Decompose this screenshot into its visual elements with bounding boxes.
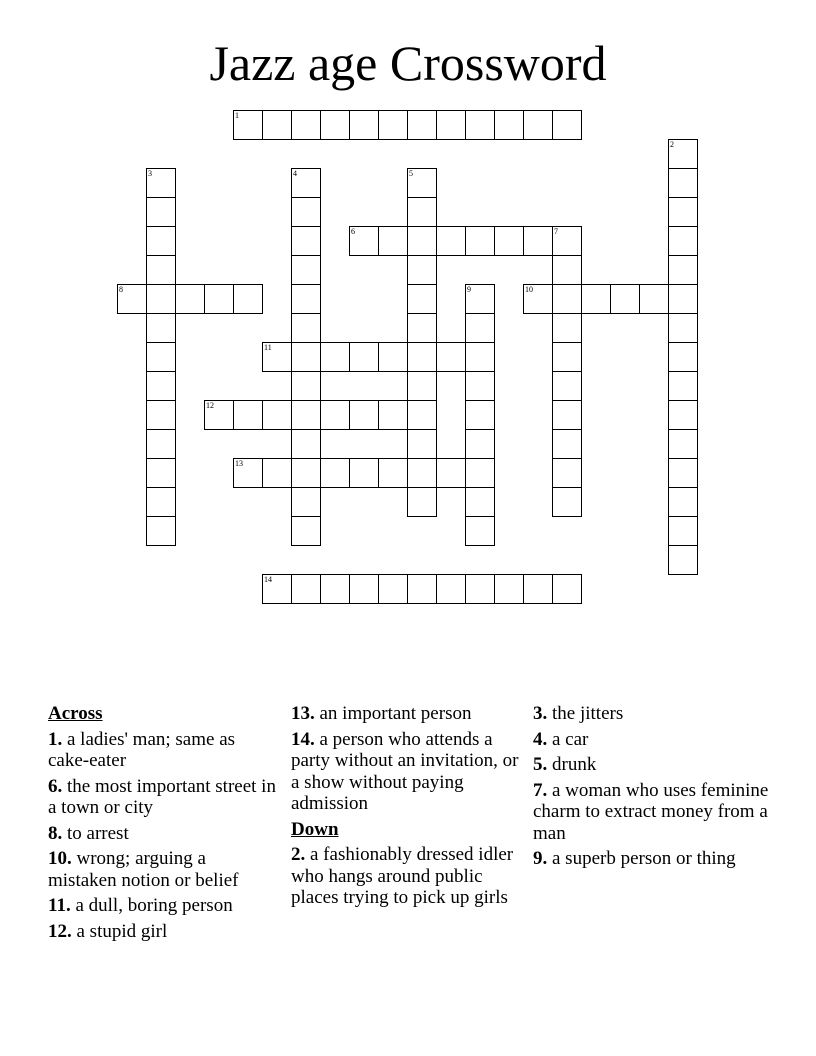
- grid-cell[interactable]: [552, 574, 582, 604]
- grid-cell[interactable]: [349, 400, 379, 430]
- grid-cell[interactable]: [407, 458, 437, 488]
- clue-item-number: 11.: [48, 895, 71, 916]
- grid-cell[interactable]: [668, 371, 698, 401]
- grid-cell[interactable]: [436, 342, 466, 372]
- clue-item-text: a stupid girl: [71, 920, 168, 942]
- grid-cell[interactable]: [407, 487, 437, 517]
- clue-item-text: a dull, boring person: [70, 895, 233, 916]
- grid-cell[interactable]: [552, 342, 582, 372]
- grid-cell[interactable]: [320, 342, 350, 372]
- grid-cell[interactable]: [494, 226, 524, 256]
- clue-item: [48, 776, 276, 819]
- clue-item: [291, 703, 523, 725]
- grid-cell[interactable]: [668, 516, 698, 546]
- grid-cell[interactable]: [436, 574, 466, 604]
- grid-cell[interactable]: [407, 400, 437, 430]
- clue-item: [48, 895, 276, 917]
- grid-cell[interactable]: [146, 371, 176, 401]
- grid-cell[interactable]: [668, 197, 698, 227]
- grid-cell[interactable]: [291, 255, 321, 285]
- clue-number: 10: [525, 285, 533, 294]
- grid-cell[interactable]: [465, 226, 495, 256]
- clue-number: 4: [293, 169, 297, 178]
- clue-item-text: the jitters: [547, 703, 624, 724]
- grid-cell[interactable]: [378, 458, 408, 488]
- clue-number: 11: [264, 343, 272, 352]
- grid-cell[interactable]: [291, 429, 321, 459]
- grid-cell[interactable]: [552, 429, 582, 459]
- grid-cell[interactable]: [233, 284, 263, 314]
- page-title: Jazz age Crossword: [209, 35, 607, 91]
- clue-item: [533, 703, 773, 725]
- grid-cell[interactable]: [465, 371, 495, 401]
- grid-cell[interactable]: [233, 400, 263, 430]
- clue-item-text: drunk: [547, 754, 597, 775]
- grid-cell[interactable]: [262, 342, 292, 372]
- grid-cell[interactable]: [407, 284, 437, 314]
- grid-cell[interactable]: [407, 226, 437, 256]
- clue-item-number: 13.: [291, 703, 315, 724]
- clue-item-text: wrong; arguing a mistaken notion or belief: [48, 848, 239, 891]
- grid-cell[interactable]: [146, 313, 176, 343]
- grid-cell[interactable]: [262, 574, 292, 604]
- grid-cell[interactable]: [262, 110, 292, 140]
- clue-item-text: a fashionably dressed idler who hangs around public places trying to pick up girls: [291, 844, 514, 908]
- grid-cell[interactable]: [668, 429, 698, 459]
- grid-cell[interactable]: [668, 545, 698, 575]
- grid-cell[interactable]: [552, 313, 582, 343]
- grid-cell[interactable]: [233, 458, 263, 488]
- grid-cell[interactable]: [407, 110, 437, 140]
- grid-cell[interactable]: [668, 139, 698, 169]
- grid-cell[interactable]: [291, 197, 321, 227]
- grid-cell[interactable]: [291, 487, 321, 517]
- clue-number: 13: [235, 459, 243, 468]
- grid-cell[interactable]: [291, 284, 321, 314]
- clue-item-number: 12.: [48, 920, 72, 942]
- grid-cell[interactable]: [349, 574, 379, 604]
- grid-cell[interactable]: [523, 284, 553, 314]
- clue-item-text: a ladies' man; same as cake-eater: [48, 728, 236, 771]
- clue-number: 9: [467, 285, 471, 294]
- grid-cell[interactable]: [291, 313, 321, 343]
- grid-cell[interactable]: [436, 110, 466, 140]
- grid-cell[interactable]: [146, 226, 176, 256]
- grid-cell[interactable]: [465, 429, 495, 459]
- grid-cell[interactable]: [668, 342, 698, 372]
- grid-cell[interactable]: [639, 284, 669, 314]
- clue-item: [48, 823, 276, 845]
- clue-item: [48, 921, 276, 943]
- grid-cell[interactable]: [146, 284, 176, 314]
- clue-item-text: the most important street in a town or city: [48, 775, 276, 818]
- clue-item: [533, 754, 773, 776]
- grid-cell[interactable]: [465, 400, 495, 430]
- grid-cell[interactable]: [407, 255, 437, 285]
- grid-cell[interactable]: [291, 400, 321, 430]
- grid-cell[interactable]: [465, 313, 495, 343]
- grid-cell[interactable]: [262, 458, 292, 488]
- clue-item-number: 1.: [48, 728, 63, 750]
- clue-item-number: 6.: [48, 775, 63, 797]
- clue-item: [48, 848, 276, 891]
- clue-item-number: 3.: [533, 703, 548, 724]
- clue-number: 5: [409, 169, 413, 178]
- clue-item-text: an important person: [314, 703, 472, 724]
- clue-number: 1: [235, 111, 239, 120]
- clue-item-number: 9.: [533, 848, 548, 869]
- grid-cell[interactable]: [610, 284, 640, 314]
- grid-cell[interactable]: [349, 110, 379, 140]
- grid-cell[interactable]: [320, 458, 350, 488]
- clue-item-text: a person who attends a party without an invitation, or a show without paying admission: [291, 728, 519, 814]
- clues-column-1: [48, 703, 276, 946]
- clue-number: 3: [148, 169, 152, 178]
- grid-cell[interactable]: [291, 110, 321, 140]
- grid-cell[interactable]: [465, 516, 495, 546]
- clue-item-text: a car: [547, 728, 589, 750]
- clue-item: [533, 780, 773, 845]
- clue-number: 6: [351, 227, 355, 236]
- grid-cell[interactable]: [407, 574, 437, 604]
- grid-cell[interactable]: [291, 516, 321, 546]
- clue-item: [291, 729, 523, 815]
- grid-cell[interactable]: [204, 284, 234, 314]
- grid-cell[interactable]: [523, 226, 553, 256]
- grid-cell[interactable]: [552, 400, 582, 430]
- grid-cell[interactable]: [117, 284, 147, 314]
- grid-cell[interactable]: [523, 110, 553, 140]
- clue-item-number: 7.: [533, 779, 548, 801]
- grid-cell[interactable]: [436, 458, 466, 488]
- clues-column-3: [533, 703, 773, 874]
- clue-item-text: a woman who uses feminine charm to extract money from a man: [533, 779, 769, 844]
- grid-cell[interactable]: [552, 255, 582, 285]
- grid-cell[interactable]: [291, 168, 321, 198]
- clue-item-text: a superb person or thing: [547, 848, 736, 869]
- grid-cell[interactable]: [668, 487, 698, 517]
- grid-cell[interactable]: [146, 342, 176, 372]
- grid-cell[interactable]: [291, 458, 321, 488]
- clue-number: 8: [119, 285, 123, 294]
- grid-cell[interactable]: [204, 400, 234, 430]
- grid-cell[interactable]: [291, 574, 321, 604]
- grid-cell[interactable]: [146, 197, 176, 227]
- grid-cell[interactable]: [552, 110, 582, 140]
- grid-cell[interactable]: [465, 110, 495, 140]
- grid-cell[interactable]: [146, 255, 176, 285]
- clue-item: [291, 844, 523, 909]
- grid-cell[interactable]: [378, 400, 408, 430]
- grid-cell[interactable]: [523, 574, 553, 604]
- clue-item-number: 10.: [48, 848, 72, 869]
- grid-cell[interactable]: [378, 226, 408, 256]
- grid-cell[interactable]: [552, 371, 582, 401]
- grid-cell[interactable]: [668, 400, 698, 430]
- clues-column-2: [291, 703, 523, 913]
- grid-cell[interactable]: [668, 168, 698, 198]
- grid-cell[interactable]: [407, 197, 437, 227]
- grid-cell[interactable]: [291, 342, 321, 372]
- clue-heading: Across: [48, 703, 103, 724]
- grid-cell[interactable]: [407, 342, 437, 372]
- grid-cell[interactable]: [407, 168, 437, 198]
- grid-cell[interactable]: [668, 226, 698, 256]
- grid-cell[interactable]: [146, 458, 176, 488]
- clue-item-text: to arrest: [62, 822, 129, 844]
- grid-cell[interactable]: [146, 168, 176, 198]
- grid-cell[interactable]: [465, 574, 495, 604]
- grid-cell[interactable]: [465, 342, 495, 372]
- grid-cell[interactable]: [349, 342, 379, 372]
- grid-cell[interactable]: [146, 487, 176, 517]
- grid-cell[interactable]: [465, 458, 495, 488]
- grid-cell[interactable]: [436, 226, 466, 256]
- grid-cell[interactable]: [552, 226, 582, 256]
- grid-cell[interactable]: [262, 400, 292, 430]
- clue-item-number: 5.: [533, 754, 548, 775]
- grid-cell[interactable]: [291, 226, 321, 256]
- clue-item: [533, 848, 773, 870]
- grid-cell[interactable]: [407, 371, 437, 401]
- grid-cell[interactable]: [407, 429, 437, 459]
- grid-cell[interactable]: [378, 342, 408, 372]
- grid-cell[interactable]: [552, 487, 582, 517]
- clue-item-number: 4.: [533, 728, 548, 750]
- grid-cell[interactable]: [378, 110, 408, 140]
- grid-cell[interactable]: [175, 284, 205, 314]
- clue-number: 14: [264, 575, 272, 584]
- grid-cell[interactable]: [320, 574, 350, 604]
- clue-item-number: 2.: [291, 844, 306, 865]
- grid-cell[interactable]: [581, 284, 611, 314]
- grid-cell[interactable]: [233, 110, 263, 140]
- grid-cell[interactable]: [465, 487, 495, 517]
- grid-cell[interactable]: [668, 313, 698, 343]
- grid-cell[interactable]: [494, 110, 524, 140]
- grid-cell[interactable]: [349, 458, 379, 488]
- clue-item: [533, 729, 773, 751]
- clue-item-number: 14.: [291, 728, 315, 750]
- grid-cell[interactable]: [465, 284, 495, 314]
- clue-number: 7: [554, 227, 558, 236]
- grid-cell[interactable]: [494, 574, 524, 604]
- grid-cell[interactable]: [146, 516, 176, 546]
- grid-cell[interactable]: [378, 574, 408, 604]
- grid-cell[interactable]: [552, 458, 582, 488]
- grid-cell[interactable]: [320, 110, 350, 140]
- grid-cell[interactable]: [349, 226, 379, 256]
- clue-heading: Down: [291, 818, 339, 840]
- grid-cell[interactable]: [668, 284, 698, 314]
- clue-number: 2: [670, 140, 674, 149]
- clue-item-number: 8.: [48, 822, 63, 844]
- clue-item: [48, 729, 276, 772]
- grid-cell[interactable]: [146, 429, 176, 459]
- grid-cell[interactable]: [668, 458, 698, 488]
- grid-cell[interactable]: [407, 313, 437, 343]
- grid-cell[interactable]: [668, 255, 698, 285]
- grid-cell[interactable]: [552, 284, 582, 314]
- clue-number: 12: [206, 401, 214, 410]
- grid-cell[interactable]: [146, 400, 176, 430]
- grid-cell[interactable]: [320, 400, 350, 430]
- grid-cell[interactable]: [291, 371, 321, 401]
